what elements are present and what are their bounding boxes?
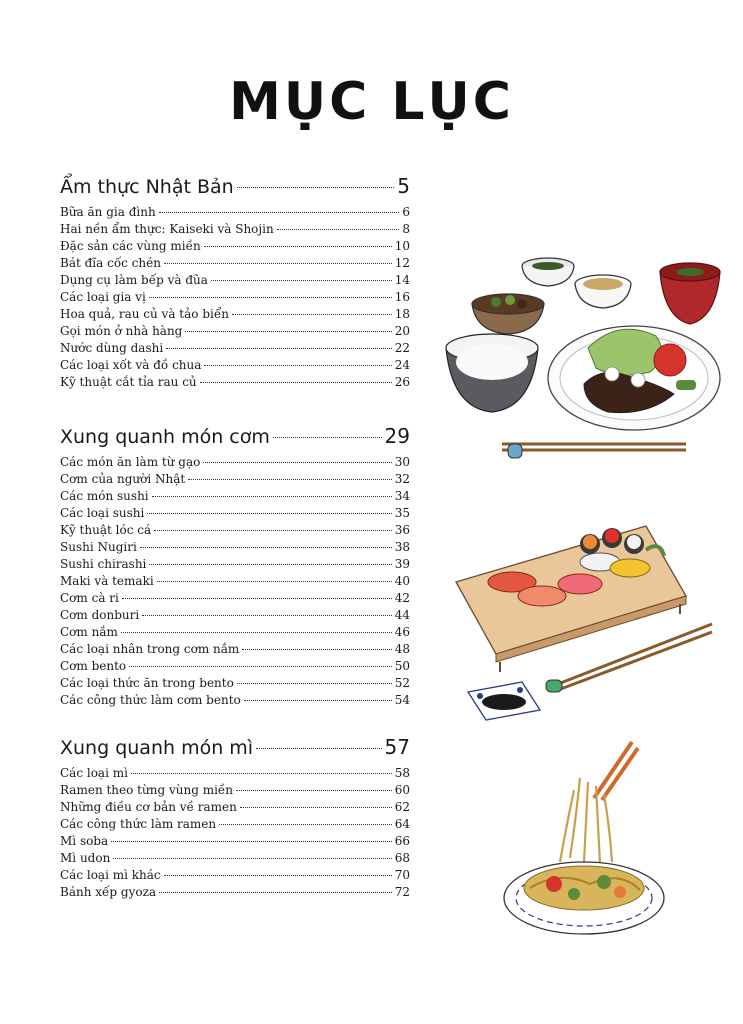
entry-page-number: 18 (394, 307, 410, 321)
toc-entry[interactable] (60, 573, 410, 590)
toc-entry[interactable] (60, 590, 410, 607)
entry-page-number: 36 (394, 523, 410, 537)
entry-label: Ramen theo từng vùng miền (60, 783, 234, 797)
toc-section-mon-com (60, 424, 410, 709)
dot-leader (121, 632, 392, 633)
entry-page-number: 35 (394, 506, 410, 520)
toc-entry[interactable] (60, 340, 410, 357)
entry-label: Các loại thức ăn trong bento (60, 676, 234, 690)
section-title: Xung quanh món cơm (60, 426, 270, 448)
entry-page-number: 24 (394, 358, 410, 372)
dot-leader (166, 348, 392, 349)
toc-entry[interactable] (60, 454, 410, 471)
entry-label: Dụng cụ làm bếp và đũa (60, 273, 208, 287)
dot-leader (129, 666, 392, 667)
dot-leader (256, 748, 381, 749)
toc-entry[interactable] (60, 272, 410, 289)
entry-page-number: 52 (394, 676, 410, 690)
entry-page-number: 22 (394, 341, 410, 355)
entry-page-number: 50 (394, 659, 410, 673)
dot-leader (242, 649, 391, 650)
dot-leader (154, 530, 392, 531)
dot-leader (149, 297, 392, 298)
entry-page-number: 46 (394, 625, 410, 639)
dot-leader (211, 280, 392, 281)
entry-page-number: 40 (394, 574, 410, 588)
page-title: MỤC LỤC (229, 72, 514, 132)
entry-page-number: 39 (394, 557, 410, 571)
dot-leader (219, 824, 392, 825)
dot-leader (203, 462, 391, 463)
section-page-number: 57 (384, 735, 410, 759)
entry-page-number: 72 (394, 885, 410, 899)
dot-leader (240, 807, 392, 808)
dot-leader (149, 564, 391, 565)
toc-section-am-thuc (60, 174, 410, 391)
toc-entry[interactable] (60, 505, 410, 522)
dot-leader (277, 229, 400, 230)
entry-page-number: 44 (394, 608, 410, 622)
entry-label: Cơm của người Nhật (60, 472, 186, 486)
dot-leader (204, 246, 392, 247)
toc-entry[interactable] (60, 323, 410, 340)
entry-page-number: 20 (394, 324, 410, 338)
entry-label: Bữa ăn gia đình (60, 205, 156, 219)
entry-page-number: 32 (394, 472, 410, 486)
toc-entry[interactable] (60, 556, 410, 573)
toc-entry[interactable] (60, 884, 410, 901)
dot-leader (111, 841, 392, 842)
entry-label: Kỹ thuật cắt tỉa rau củ (60, 375, 197, 389)
noodle-plate-illustration (500, 738, 670, 938)
dot-leader (113, 858, 391, 859)
entry-label: Sushi Nugiri (60, 540, 137, 554)
toc-entry[interactable] (60, 607, 410, 624)
entry-page-number: 54 (394, 693, 410, 707)
section-title: Xung quanh món mì (60, 737, 254, 759)
dot-leader (237, 187, 395, 188)
toc-entry[interactable] (60, 692, 410, 709)
entry-label: Các công thức làm ramen (60, 817, 217, 831)
entry-page-number: 68 (394, 851, 410, 865)
dot-leader (232, 314, 392, 315)
toc-entry[interactable] (60, 799, 410, 816)
dot-leader (122, 598, 392, 599)
entry-label: Bánh xếp gyoza (60, 885, 157, 899)
entry-label: Các loại sushi (60, 506, 145, 520)
entry-page-number: 12 (394, 256, 410, 270)
entry-page-number: 42 (394, 591, 410, 605)
toc-entry[interactable] (60, 238, 410, 255)
dot-leader (140, 547, 392, 548)
dot-leader (157, 581, 392, 582)
entry-label: Gọi món ở nhà hàng (60, 324, 183, 338)
dot-leader (152, 496, 392, 497)
entry-label: Các công thức làm cơm bento (60, 693, 241, 707)
toc-entry[interactable] (60, 357, 410, 374)
entry-page-number: 26 (394, 375, 410, 389)
section-heading[interactable] (60, 424, 410, 454)
entry-label: Các loại mì khác (60, 868, 161, 882)
dot-leader (200, 382, 392, 383)
dot-leader (244, 700, 392, 701)
entry-label: Hai nền ẩm thực: Kaiseki và Shojin (60, 222, 274, 236)
dot-leader (147, 513, 391, 514)
section-page-number: 29 (384, 424, 410, 448)
entry-label: Mì udon (60, 851, 111, 865)
toc-entry[interactable] (60, 374, 410, 391)
dot-leader (185, 331, 391, 332)
toc-entry[interactable] (60, 782, 410, 799)
entry-page-number: 66 (394, 834, 410, 848)
entry-page-number: 10 (394, 239, 410, 253)
dot-leader (159, 892, 392, 893)
entry-page-number: 16 (394, 290, 410, 304)
toc-entry[interactable] (60, 658, 410, 675)
entry-list (60, 204, 410, 391)
dot-leader (204, 365, 391, 366)
section-page-number: 5 (397, 174, 410, 198)
section-heading[interactable] (60, 735, 410, 765)
toc-entry[interactable] (60, 522, 410, 539)
dot-leader (237, 683, 392, 684)
entry-label: Hoa quả, rau củ và tảo biển (60, 307, 229, 321)
sushi-board-illustration (450, 520, 715, 730)
entry-label: Các loại gia vị (60, 290, 146, 304)
entry-label: Bát đĩa cốc chén (60, 256, 161, 270)
toc-entry[interactable] (60, 833, 410, 850)
entry-page-number: 8 (402, 222, 410, 236)
toc-entry[interactable] (60, 624, 410, 641)
entry-label: Cơm cà ri (60, 591, 119, 605)
dot-leader (131, 773, 392, 774)
entry-page-number: 30 (394, 455, 410, 469)
toc-entry[interactable] (60, 255, 410, 272)
dot-leader (159, 212, 400, 213)
entry-label: Các loại xốt và đồ chua (60, 358, 202, 372)
dot-leader (188, 479, 391, 480)
entry-page-number: 70 (394, 868, 410, 882)
dot-leader (164, 875, 392, 876)
dot-leader (273, 437, 382, 438)
entry-page-number: 34 (394, 489, 410, 503)
toc-section-mon-mi (60, 735, 410, 901)
meal-set-illustration (438, 248, 728, 470)
entry-label: Cơm donburi (60, 608, 140, 622)
toc-entry[interactable] (60, 850, 410, 867)
dot-leader (164, 263, 392, 264)
entry-list (60, 454, 410, 709)
entry-page-number: 64 (394, 817, 410, 831)
entry-label: Các món sushi (60, 489, 149, 503)
toc-entry[interactable] (60, 471, 410, 488)
dot-leader (236, 790, 392, 791)
toc-entry[interactable] (60, 867, 410, 884)
entry-page-number: 48 (394, 642, 410, 656)
entry-label: Cơm bento (60, 659, 127, 673)
entry-page-number: 60 (394, 783, 410, 797)
entry-label: Sushi chirashi (60, 557, 147, 571)
entry-label: Các loại mì (60, 766, 128, 780)
toc-entry[interactable] (60, 641, 410, 658)
entry-page-number: 14 (394, 273, 410, 287)
toc-entry[interactable] (60, 488, 410, 505)
toc-entry[interactable] (60, 816, 410, 833)
entry-label: Kỹ thuật lóc cá (60, 523, 152, 537)
entry-list (60, 765, 410, 901)
toc-entry[interactable] (60, 221, 410, 238)
toc-entry[interactable] (60, 539, 410, 556)
toc-entry[interactable] (60, 289, 410, 306)
entry-label: Maki và temaki (60, 574, 154, 588)
toc-entry[interactable] (60, 765, 410, 782)
entry-label: Mì soba (60, 834, 109, 848)
entry-label: Các loại nhân trong cơm nắm (60, 642, 240, 656)
entry-label: Nước dùng dashi (60, 341, 164, 355)
entry-label: Cơm nắm (60, 625, 118, 639)
entry-label: Các món ăn làm từ gạo (60, 455, 201, 469)
toc-entry[interactable] (60, 675, 410, 692)
section-title: Ẩm thực Nhật Bản (60, 176, 234, 198)
entry-page-number: 58 (394, 766, 410, 780)
entry-page-number: 6 (402, 205, 410, 219)
entry-label: Đặc sản các vùng miền (60, 239, 201, 253)
entry-page-number: 62 (394, 800, 410, 814)
toc-entry[interactable] (60, 306, 410, 323)
entry-label: Những điều cơ bản về ramen (60, 800, 237, 814)
toc-entry[interactable] (60, 204, 410, 221)
entry-page-number: 38 (394, 540, 410, 554)
section-heading[interactable] (60, 174, 410, 204)
dot-leader (142, 615, 392, 616)
